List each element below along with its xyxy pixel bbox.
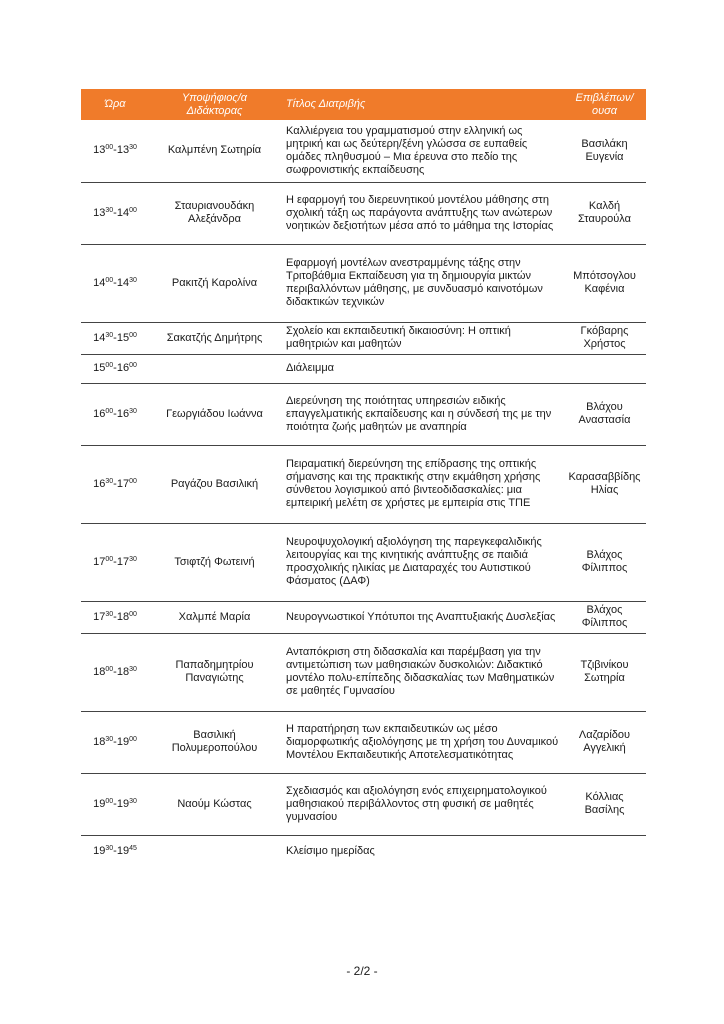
time-separator: - bbox=[113, 144, 117, 157]
supervisor-cell: Βλάχος Φίλιππος bbox=[563, 523, 646, 601]
time-cell bbox=[81, 182, 149, 244]
time-end-hour: 19 bbox=[116, 797, 130, 810]
table-row bbox=[81, 383, 646, 445]
header-candidate: Υποψήφιος/α Διδάκτορας bbox=[149, 89, 280, 120]
supervisor-cell: Γκόβαρης Χρήστος bbox=[563, 322, 646, 354]
supervisor-cell: Καλδή Σταυρούλα bbox=[563, 182, 646, 244]
time-end-hour: 14 bbox=[116, 206, 130, 219]
time-start-hour: 13 bbox=[93, 206, 106, 219]
time-start-minutes: 00 bbox=[105, 555, 114, 563]
time-start-hour: 14 bbox=[93, 276, 106, 289]
candidate-cell: Σακατζής Δημήτρης bbox=[149, 322, 280, 354]
candidate-cell bbox=[149, 835, 280, 868]
supervisor-cell: Βλάχου Αναστασία bbox=[563, 383, 646, 445]
candidate-cell: Χαλμπέ Μαρία bbox=[149, 601, 280, 633]
time-start-minutes: 00 bbox=[105, 144, 114, 152]
time-cell bbox=[81, 322, 149, 354]
time-start-hour: 17 bbox=[93, 555, 106, 568]
time-end-hour: 17 bbox=[116, 477, 130, 490]
time-separator: - bbox=[113, 555, 117, 568]
time-end-hour: 15 bbox=[116, 331, 130, 344]
title-cell: Εφαρμογή μοντέλων ανεστραμμένης τάξης στην Τριτοβάθμια Εκπαίδευση για τη δημιουργία μικτών περιβαλλόντων μάθησης, με συνδυασμό καινοτόμων διδακτικών τεχνικών bbox=[280, 244, 563, 322]
supervisor-cell: Λαζαρίδου Αγγελική bbox=[563, 711, 646, 773]
schedule-table bbox=[81, 89, 646, 868]
time-start-minutes: 30 bbox=[105, 845, 114, 853]
candidate-cell: Παπαδημητρίου Παναγιώτης bbox=[149, 633, 280, 711]
time-start-minutes: 00 bbox=[105, 665, 114, 673]
time-cell bbox=[81, 244, 149, 322]
title-cell: Η εφαρμογή του διερευνητικού μοντέλου μάθησης στη σχολική τάξη ως παράγοντα ανάπτυξης των ανώτερων νοητικών δεξιοτήτων μέσα από το μάθημα της Ιστορίας bbox=[280, 182, 563, 244]
time-start-minutes: 30 bbox=[105, 610, 114, 618]
title-cell: Η παρατήρηση των εκπαιδευτικών ως μέσο διαμορφωτικής αξιολόγησης με τη χρήση του Δυναμικού Μοντέλου Εκπαιδευτικής Αποτελεσματικότητας bbox=[280, 711, 563, 773]
time-cell bbox=[81, 601, 149, 633]
time-end-minutes: 30 bbox=[129, 276, 137, 284]
time-end-minutes: 30 bbox=[129, 797, 137, 805]
time-separator: - bbox=[113, 735, 117, 748]
time-cell bbox=[81, 120, 149, 182]
supervisor-cell bbox=[563, 835, 646, 868]
time-cell bbox=[81, 523, 149, 601]
time-end-hour: 19 bbox=[116, 845, 130, 858]
title-cell: Κλείσιμο ημερίδας bbox=[286, 845, 375, 858]
time-start-hour: 19 bbox=[93, 797, 106, 810]
time-start-hour: 16 bbox=[93, 407, 106, 420]
time-start-minutes: 30 bbox=[105, 477, 114, 485]
time-separator: - bbox=[113, 407, 117, 420]
time-cell bbox=[81, 835, 149, 868]
table-row bbox=[81, 773, 646, 835]
time-end-hour: 16 bbox=[116, 407, 130, 420]
time-cell bbox=[81, 633, 149, 711]
time-end-hour: 18 bbox=[116, 665, 130, 678]
time-start-minutes: 00 bbox=[105, 362, 114, 369]
time-start-hour: 18 bbox=[93, 665, 106, 678]
time-separator: - bbox=[113, 362, 117, 374]
time-end-minutes: 00 bbox=[129, 610, 137, 618]
time-start-hour: 18 bbox=[93, 735, 106, 748]
table-row bbox=[81, 322, 646, 354]
supervisor-cell: Βλάχος Φίλιππος bbox=[563, 601, 646, 633]
time-start-hour: 17 bbox=[93, 610, 106, 623]
time-end-minutes: 30 bbox=[129, 555, 137, 563]
time-end-minutes: 30 bbox=[129, 144, 137, 152]
time-end-minutes: 00 bbox=[129, 206, 137, 214]
time-end-minutes: 00 bbox=[129, 331, 137, 339]
time-end-hour: 14 bbox=[116, 276, 130, 289]
time-end-hour: 18 bbox=[116, 610, 130, 623]
candidate-cell bbox=[149, 354, 280, 383]
time-separator: - bbox=[113, 797, 117, 810]
candidate-cell: Τσιφτζή Φωτεινή bbox=[149, 523, 280, 601]
table-row bbox=[81, 182, 646, 244]
time-start-minutes: 30 bbox=[105, 331, 114, 339]
time-cell bbox=[81, 445, 149, 523]
table-body bbox=[81, 120, 646, 868]
table-row bbox=[81, 711, 646, 773]
title-cell: Διάλειμμα bbox=[280, 354, 563, 383]
candidate-cell: Σταυριανουδάκη Αλεξάνδρα bbox=[149, 182, 280, 244]
table-row bbox=[81, 445, 646, 523]
time-end-minutes: 00 bbox=[129, 362, 137, 369]
supervisor-cell: Τζιβινίκου Σωτηρία bbox=[563, 633, 646, 711]
time-start-hour: 14 bbox=[93, 331, 106, 344]
table-row bbox=[81, 633, 646, 711]
title-cell: Ανταπόκριση στη διδασκαλία και παρέμβαση για την αντιμετώπιση των μαθησιακών δυσκολιών: Διδακτικό μοντέλο πολυ-επίπεδης διδασκαλίας των Μαθηματικών σε μαθητές Γυμνασίου bbox=[280, 633, 563, 711]
time-end-minutes: 30 bbox=[129, 407, 137, 415]
candidate-cell: Βασιλική Πολυμεροπούλου bbox=[149, 711, 280, 773]
time-separator: - bbox=[113, 206, 117, 219]
table-row bbox=[81, 835, 646, 868]
time-end-minutes: 30 bbox=[129, 665, 137, 673]
candidate-cell: Γεωργιάδου Ιωάννα bbox=[149, 383, 280, 445]
header-title: Τίτλος Διατριβής bbox=[280, 89, 563, 120]
time-cell bbox=[81, 354, 149, 383]
candidate-cell: Ραγάζου Βασιλική bbox=[149, 445, 280, 523]
table-row bbox=[81, 354, 646, 383]
time-start-minutes: 30 bbox=[105, 206, 114, 214]
time-end-hour: 17 bbox=[116, 555, 130, 568]
time-start-hour: 15 bbox=[93, 362, 106, 374]
time-separator: - bbox=[113, 331, 117, 344]
time-start-hour: 16 bbox=[93, 477, 106, 490]
time-end-hour: 19 bbox=[116, 735, 130, 748]
time-cell bbox=[81, 383, 149, 445]
title-cell: Σχεδιασμός και αξιολόγηση ενός επιχειρηματολογικού μαθησιακού περιβάλλοντος στη φυσική σε μαθητές γυμνασίου bbox=[280, 773, 563, 835]
candidate-cell: Καλμπένη Σωτηρία bbox=[149, 120, 280, 182]
supervisor-cell: Καρασαββίδης Ηλίας bbox=[563, 445, 646, 523]
table-header bbox=[81, 89, 646, 120]
time-start-minutes: 00 bbox=[105, 797, 114, 805]
title-cell: Διερεύνηση της ποιότητας υπηρεσιών ειδικής επαγγελματικής εκπαίδευσης και η σύνδεσή της με την ποιότητα ζωής μαθητών με αναπηρία bbox=[280, 383, 563, 445]
time-separator: - bbox=[113, 610, 117, 623]
title-cell: Καλλιέργεια του γραμματισμού στην ελληνική ως μητρική και ως δεύτερη/ξένη γλώσσα σε ευπαθείς ομάδες πληθυσμού – Μια έρευνα στο πεδίο της σωφρονιστικής εκπαίδευσης bbox=[280, 120, 563, 182]
title-cell: Νευροψυχολογική αξιολόγηση της παρεγκεφαλιδικής λειτουργίας και της κινητικής ανάπτυξης σε παιδιά προσχολικής ηλικίας με Διαταραχές του Αυτιστικού Φάσματος (ΔΑΦ) bbox=[280, 523, 563, 601]
time-cell bbox=[81, 773, 149, 835]
time-separator: - bbox=[113, 845, 117, 858]
candidate-cell: Ναούμ Κώστας bbox=[149, 773, 280, 835]
page-number: - 2/2 - bbox=[346, 964, 378, 978]
time-end-minutes: 00 bbox=[129, 735, 137, 743]
table-row bbox=[81, 523, 646, 601]
header-supervisor: Επιβλέπων/ ουσα bbox=[563, 89, 646, 120]
table-row bbox=[81, 120, 646, 182]
supervisor-cell bbox=[563, 354, 646, 383]
time-end-hour: 16 bbox=[116, 362, 130, 374]
time-end-hour: 13 bbox=[116, 144, 130, 157]
time-separator: - bbox=[113, 665, 117, 678]
time-start-minutes: 00 bbox=[105, 407, 114, 415]
supervisor-cell: Μπότσογλου Καφένια bbox=[563, 244, 646, 322]
time-separator: - bbox=[113, 276, 117, 289]
title-cell: Πειραματική διερεύνηση της επίδρασης της οπτικής σήμανσης και της πρακτικής στην εκμάθηση χρήσης σύνθετου λογισμικού από βιντεοδιδασκαλίες: μια εμπειρική μελέτη σε χρήστες με εμπειρία στις ΤΠΕ bbox=[280, 445, 563, 523]
time-start-hour: 13 bbox=[93, 144, 106, 157]
time-end-minutes: 00 bbox=[129, 477, 137, 485]
header-time: Ώρα bbox=[81, 89, 149, 120]
candidate-cell: Ρακιτζή Καρολίνα bbox=[149, 244, 280, 322]
title-cell: Νευρογνωστικοί Υπότυποι της Αναπτυξιακής Δυσλεξίας bbox=[280, 601, 563, 633]
supervisor-cell: Κόλλιας Βασίλης bbox=[563, 773, 646, 835]
title-cell: Σχολείο και εκπαιδευτική δικαιοσύνη: Η οπτική μαθητριών και μαθητών bbox=[280, 322, 563, 354]
time-start-hour: 19 bbox=[93, 845, 106, 858]
table-row bbox=[81, 244, 646, 322]
supervisor-cell: Βασιλάκη Ευγενία bbox=[563, 120, 646, 182]
time-cell bbox=[81, 711, 149, 773]
time-separator: - bbox=[113, 477, 117, 490]
time-start-minutes: 30 bbox=[105, 735, 114, 743]
time-start-minutes: 00 bbox=[105, 276, 114, 284]
table-row bbox=[81, 601, 646, 633]
time-end-minutes: 45 bbox=[129, 845, 137, 853]
